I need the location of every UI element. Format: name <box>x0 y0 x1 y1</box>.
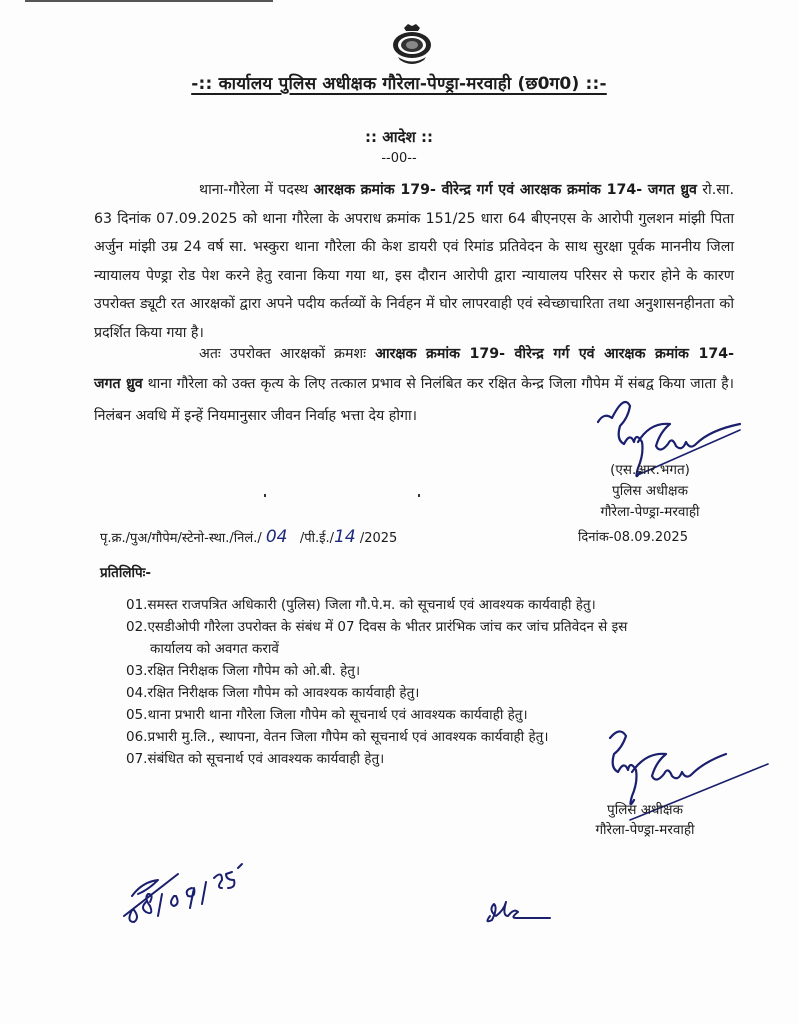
order-separator: --00-- <box>381 151 417 166</box>
order-paragraph-1: थाना-गौरेला में पदस्थ आरक्षक क्रमांक 179- वीरेन्द्र गर्ग एवं आरक्षक क्रमांक 174- जगत ध्रुव रो.सा. 63 दिनांक 07.09.2025 को थाना गौरेला के अपराध क्रमांक 151/25 धारा 64 बीएनएस के आरोपी गुलशन मांझी पिता अर्जुन मांझी उम्र 24 वर्ष सा. भस्कुरा थाना गौरेला की केश डायरी एवं रिमांड प्रतिवेदन के साथ सुरक्षा पूर्वक माननीय जिला न्यायालय पेण्ड्रा रोड पेश करने हेतु रवाना किया गया था, इस दौरान आरोपी द्वारा न्यायालय परिसर से फरार होने के कारण उपरोक्त ड्यूटी रत आरक्षकों द्वारा अपने पदीय कर्तव्यों के निर्वहन में घोर लापरवाही एवं स्वेच्छाचारिता तथा अनुशासनहीनता को प्रदर्शित किया गया है। <box>94 182 734 341</box>
copy-list <box>126 594 666 770</box>
signatory-block <box>555 460 745 523</box>
initials-mark <box>480 888 560 928</box>
signatory2-district: गौरेला-पेण्ड्रा-मरवाही <box>595 822 695 838</box>
signatory-designation: पुलिस अधीक्षक <box>612 483 688 499</box>
handwritten-date-note <box>118 838 288 928</box>
copy-item: 03.रक्षित निरीक्षक जिला गौपेम को ओ.बी. हेतु। <box>126 663 361 679</box>
constables-bold: आरक्षक क्रमांक 179- वीरेन्द्र गर्ग एवं आरक्षक क्रमांक 174- जगत ध्रुव <box>313 182 697 198</box>
order-date: दिनांक-08.09.2025 <box>578 530 688 545</box>
police-emblem-icon <box>386 22 438 68</box>
signatory-block-2 <box>570 800 720 840</box>
signatory-district: गौरेला-पेण्ड्रा-मरवाही <box>600 504 700 520</box>
order-paragraph-2-line1: अतः उपरोक्त आरक्षकों क्रमशः आरक्षक क्रमांक 179- वीरेन्द्र गर्ग एवं आरक्षक क्रमांक 174- <box>199 346 734 362</box>
copy-to-heading: प्रतिलिपिः- <box>100 565 152 581</box>
copy-item: 05.थाना प्रभारी थाना गौरेला जिला गौपेम को सूचनार्थ एवं आवश्यक कार्यवाही हेतु। <box>126 707 528 723</box>
office-title: -:: कार्यालय पुलिस अधीक्षक गौरेला-पेण्ड्रा-मरवाही (छ0ग0) ::- <box>191 74 607 94</box>
handwritten-pe-no: 14 <box>334 527 356 547</box>
scan-edge-line <box>25 0 273 2</box>
copy-item: 01.समस्त राजपत्रित अधिकारी (पुलिस) जिला गौ.पे.म. को सूचनार्थ एवं आवश्यक कार्यवाही हेतु। <box>126 597 596 613</box>
copy-item: 06.प्रभारी मु.लि., स्थापना, वेतन जिला गौपेम को सूचनार्थ एवं आवश्यक कार्यवाही हेतु। <box>126 729 549 745</box>
reference-number: पृ.क्र./पुअ/गौपेम/स्टेनो-स्था./निलं./ 04 /पी.ई./14 /2025 <box>100 527 398 547</box>
copy-item: 02.एसडीओपी गौरेला उपरोक्त के संबंध में 07 दिवस के भीतर प्रारंभिक जांच कर जांच प्रतिवेदन से इस कार्यालय को अवगत करावें <box>126 619 628 657</box>
handwritten-dispatch-no: 04 <box>265 527 288 547</box>
copy-item: 07.संबंधित को सूचनार्थ एवं आवश्यक कार्यवाही हेतु। <box>126 751 385 767</box>
signatory2-designation: पुलिस अधीक्षक <box>607 802 683 818</box>
order-title: :: आदेश :: <box>365 128 433 146</box>
signatory-name: (एस.आर.भगत) <box>610 462 690 478</box>
order-paragraph-2: जगत ध्रुव थाना गौरेला को उक्त कृत्य के लिए तत्काल प्रभाव से निलंबित कर रक्षित केन्द्र जिला गौपेम में संबद्व किया जाता है। निलंबन अवधि में इन्हें नियमानुसार जीवन निर्वाह भत्ता देय होगा। <box>94 376 734 424</box>
copy-item: 04.रक्षित निरीक्षक जिला गौपेम को आवश्यक कार्यवाही हेतु। <box>126 685 420 701</box>
